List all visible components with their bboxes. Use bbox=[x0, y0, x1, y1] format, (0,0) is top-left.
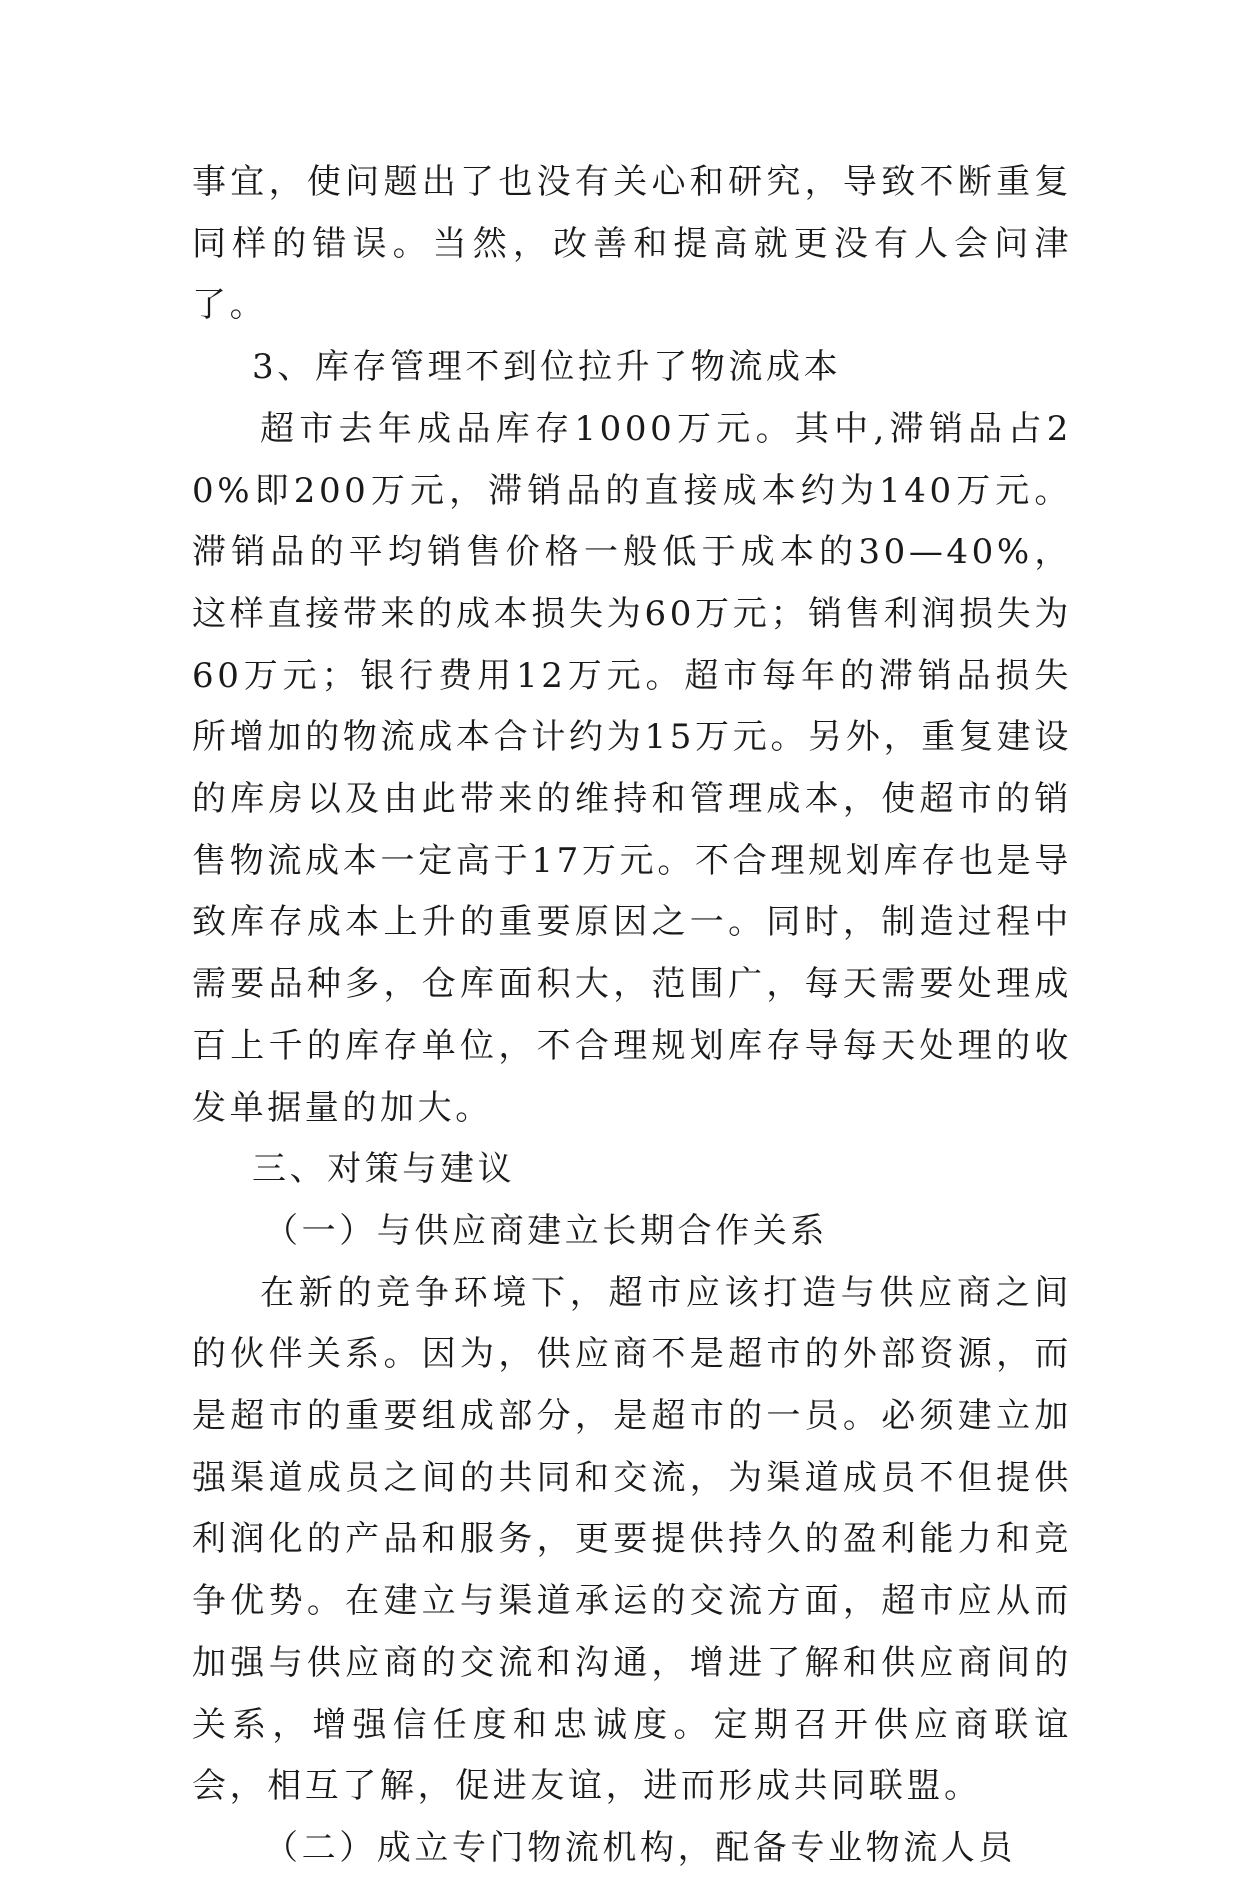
paragraph-supplier-partnership: 在新的竞争环境下，超市应该打造与供应商之间的伙伴关系。因为，供应商不是超市的外部资源，而是超市的重要组成部分，是超市的一员。必须建立加强渠道成员之间的共同和交流，为渠道成员不但提供利润化的产品和服务，更要提供持久的盈利能力和竞争优势。在建立与渠道承运的交流方面，超市应从而加强与供应商的交流和沟通，增进了解和供应商间的关系，增强信任度和忠诚度。定期召开供应商联谊会，相互了解，促进友谊，进而形成共同联盟。 bbox=[192, 1272, 1072, 1807]
subheading-logistics-organization: （二）成立专门物流机构，配备专业物流人员 bbox=[264, 1827, 1016, 1868]
heading-countermeasures: 三、对策与建议 bbox=[252, 1149, 516, 1190]
heading-inventory-management: 3、库存管理不到位拉升了物流成本 bbox=[252, 347, 842, 388]
paragraph-continuation: 事宜，使问题出了也没有关心和研究，导致不断重复同样的错误。当然，改善和提高就更没有人会问津了。 bbox=[192, 162, 1072, 326]
document-body bbox=[192, 152, 1072, 1880]
paragraph-inventory-cost: 超市去年成品库存1000万元。其中,滞销品占20%即200万元，滞销品的直接成本约为140万元。滞销品的平均销售价格一般低于成本的30—40%，这样直接带来的成本损失为60万元；销售利润损失为60万元；银行费用12万元。超市每年的滞销品损失所增加的物流成本合计约为15万元。另外，重复建设的库房以及由此带来的维持和管理成本，使超市的销售物流成本一定高于17万元。不合理规划库存也是导致库存成本上升的重要原因之一。同时，制造过程中需要品种多，仓库面积大，范围广，每天需要处理成百上千的库存单位，不合理规划库存导每天处理的收发单据量的加大。 bbox=[192, 408, 1072, 1128]
subheading-supplier-cooperation: （一）与供应商建立长期合作关系 bbox=[264, 1210, 828, 1251]
